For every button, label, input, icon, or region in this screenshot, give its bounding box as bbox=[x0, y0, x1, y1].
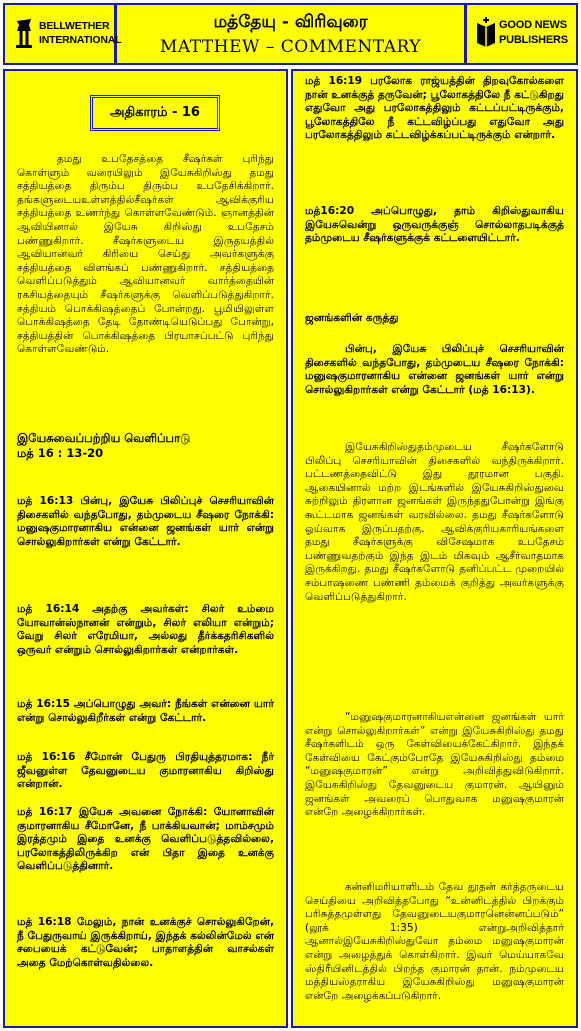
intro-text: தமது உபதேசத்தை சீஷர்கள் புரிந்து கொள்ளும் வரையிலும் இயேசுகிறிஸ்து தமது சத்தியத்தை திரும்ப திரும்ப உபதேசிக்கிறார். தங்களுடையஉள்ளத்தில்சீஷர்கள் ஆவிக்குரிய சத்தியத்தை உணர்ந்து கொள்ளவேண்டும். ஞானத்தின் ஆவியினால் இயேசு கிறிஸ்து உபதேசம் பண்ணுகிறார். சீஷர்களுடைய இருதயத்தில் ஆவியானவர் கிரியை செய்து அவர்களுக்கு சத்தியத்தை விளங்கப் பண்ணுகிறார். சத்தியத்தை வெளிப்படுத்தும் ஆவியானவர் வார்த்தையின் ரகசியத்தையும் சீஷர்களுக்கு வெளிப்படுத்துகிறார். சத்தியம் பொக்கிஷத்தைப் போன்றது. பூமியிலுள்ள பொக்கிஷத்தை தேடி தோண்டியெடுப்பது போன்று, சத்தியத்தின் பொக்கிஷத்தை பிரயாசப்பட்டு புரிந்து கொள்ளவேண்டும். bbox=[17, 153, 274, 356]
right-column bbox=[291, 69, 578, 1028]
verse-16-18: மத் 16:18 மேலும், நான் உனக்குச் சொல்லுகிறேன், நீ பேதுருவாய் இருக்கிறாய், இந்தக் கல்லின்மேல் என் சபையைக் கட்டுவேன்; பாதாளத்தின் வாசல்கள் அதை மேற்கொள்வதில்லை. bbox=[17, 916, 274, 969]
bellwether-logo bbox=[5, 5, 122, 63]
title-tamil: மத்தேயு - விரிவுரை bbox=[213, 12, 368, 32]
verse-block bbox=[17, 698, 274, 725]
verse-block bbox=[17, 916, 274, 970]
good-news-logo bbox=[464, 5, 576, 63]
verse-block bbox=[17, 495, 274, 549]
verse-16-14: மத் 16:14 அதற்கு அவர்கள்: சிலர் உம்மை யோவான்ஸ்நானன் என்றும், சிலர் எலியா என்றும்; வேறு சிலர் எரேமியா, அல்லது தீர்க்கதரிசிகளில் ஒருவர் என்றும் சொல்லுகிறார்கள் என்றார்கள். bbox=[17, 603, 274, 656]
verse-block bbox=[305, 75, 564, 143]
bellwether-sheep-icon bbox=[13, 15, 35, 49]
section-verse: பின்பு, இயேசு பிலிப்புச் செசரியாவின் திசைகளில் வந்தபோது, தம்முடைய சீஷரை நோக்கி: மனுஷகுமாரனாகிய என்னை ஜனங்கள் யார் என்று சொல்லுகிறார்கள் என்று கேட்டார் (மத் 16:13). bbox=[305, 343, 564, 396]
verse-16-15: மத் 16:15 அப்பொழுது அவர்: நீங்கள் என்னை யார் என்று சொல்லுகிறீர்கள் என்று கேட்டார். bbox=[17, 698, 274, 724]
verse-16-13: மத் 16:13 பின்பு, இயேசு பிலிப்புச் செசரியாவின் திசைகளில் வந்தபோது, தம்முடைய சீஷரை நோக்கி: மனுஷகுமாரனாகிய என்னை ஜனங்கள் யார் என்று சொல்லுகிறார்கள் என்று கேட்டார். bbox=[17, 495, 274, 548]
bellwether-logo-text: BELLWETHER INTERNATIONAL bbox=[39, 20, 122, 46]
verse-block bbox=[17, 751, 274, 792]
intro-paragraph bbox=[17, 153, 274, 357]
verse-16-17: மத் 16:17 இயேசு அவனை நோக்கி: யோனாவின் குமாரனாகிய சீமோனே, நீ பாக்கியவான்; மாம்சமும் இரத்தமும் இதை உனக்கு வெளிப்படுத்தவில்லை, பரலோகத்திலிருக்கிற என் பிதா இதை உனக்கு வெளிப்படுத்தினார். bbox=[17, 806, 274, 873]
section-heading bbox=[305, 312, 564, 326]
commentary-paragraph-1: இயேசுகிறிஸ்துதம்முடைய சீஷர்களோடு பிலிப்பு செசரியாவின் திசைகளில் வந்திருக்கிறார். பட்டணத்தைவிட்டு இது தூரமான பகுதி. ஆகையினால் மற்ற இடங்களில் இயேசுகிறிஸ்துவை சுற்றிலும் திரளான ஜனங்கள் இருந்ததுபோன்று இங்கு கூட்டமாக ஜனங்கள் வரவில்லை. தமது சீஷர்களோடு ஓய்வாக இருப்பதற்கு. ஆவிக்குரியகாரியங்களை தமது சீஷர்களுக்கு விசேஷமாக உபதேசம் பண்ணுவதற்கும் இந்த இடம் மிகவும் ஆசீர்வாதமாக இருக்கிறது. தமது சீஷர்களோடு தனிப்பட்ட முறையில் சம்பாஷணை பண்ணி தம்மைக் குறித்து அவர்களுக்கு வெளிப்படுத்துகிறார். bbox=[305, 441, 564, 603]
verse-16-16: மத் 16:16 சீமோன் பேதுரு பிரதியுத்தரமாக: நீர் ஜீவனுள்ள தேவனுடைய குமாரனாகிய கிறிஸ்து என்றான். bbox=[17, 751, 274, 791]
section-title-people-opinion: ஜனங்களின் கருத்து bbox=[305, 312, 399, 324]
good-news-logo-text: GOOD NEWS PUBLISHERS bbox=[499, 19, 568, 46]
verse-block bbox=[305, 205, 564, 246]
header-banner bbox=[3, 3, 578, 65]
commentary-paragraph-3: கன்னிமரியாளிடம் தேவ தூதன் கர்த்தருடைய செய்தியை அறிவித்தபோது “உன்னிடத்தில் பிறக்கும் பரிசுத்தமுள்ளது தேவனுடையகுமாரனென்னப்படும்” (லூக் 1:35) என்றுஅறிவித்தார் ஆனால்இயேசுகிறிஸ்துவோ தம்மை மனுஷகுமாரன் என்று அழைத்துக் கொள்கிறார். இவர் மெய்யாகவே ஸ்திரீயினிடத்தில் பிறந்த குமாரன் தான். நம்முடைய மத்தியஸ்தராகிய இயேசுகிறிஸ்து மனுஷகுமாரன் என்றே அழைக்கப்படுகிறார். bbox=[305, 881, 564, 1002]
verse-block bbox=[17, 603, 274, 657]
revelation-heading bbox=[17, 431, 274, 461]
title-english: MATTHEW – COMMENTARY bbox=[160, 37, 421, 57]
left-column bbox=[3, 69, 288, 1028]
verse-16-19: மத் 16:19 பரலோக ராஜ்யத்தின் திறவுகோல்களை நான் உனக்குத் தருவேன்; பூலோகத்திலே நீ கட்டுகிறது எதுவோ அது பரலோகத்திலும் கட்டப்பட்டிருக்கும், பூலோகத்திலே நீ கட்டவிழ்ப்பது எதுவோ அது பரலோகத்திலும் கட்டவிழ்க்கப்பட்டிருக்கும் என்றார். bbox=[305, 75, 564, 142]
commentary-paragraph bbox=[305, 881, 564, 1003]
heading-reference: மத் 16 : 13-20 bbox=[17, 446, 104, 460]
commentary-paragraph bbox=[305, 441, 564, 604]
section-verse-block bbox=[305, 343, 564, 397]
open-book-icon bbox=[475, 15, 497, 49]
commentary-paragraph bbox=[305, 711, 564, 820]
commentary-paragraph-2: “மனுஷகுமாரனாகியஎன்னை ஜனங்கள் யார் என்று சொல்லுகிறார்கள்” என்று இயேசுகிறிஸ்து தமது சீஷர்களிடம் ஒரு கேள்வியைக்கேட்கிறார். இந்தக் கேள்வியை கேட்கும்போதே இயேசுகிறிஸ்து தம்மை “மனுஷகுமாரன்” என்று அறிவித்துவிடுகிறார். இயேசுகிறிஸ்து தேவனுடைய குமாரன். ஆயினும் ஜனங்கள் அவரைப் பொதுவாக மனுஷகுமாரன் என்றே அழைக்கிறார்கள். bbox=[305, 711, 564, 819]
page-title bbox=[119, 9, 462, 59]
heading-revelation: இயேசுவைப்பற்றிய வெளிப்பாடு bbox=[17, 431, 191, 445]
verse-16-20: மத்16:20 அப்பொழுது, தாம் கிறிஸ்துவாகிய இயேசுவென்று ஒருவருக்குஞ் சொல்லாதபடிக்குத் தம்முடைய சீஷர்களுக்குக் கட்டளையிட்டார். bbox=[305, 205, 564, 245]
chapter-label: அதிகாரம் - 16 bbox=[90, 95, 220, 131]
verse-block bbox=[17, 806, 274, 874]
